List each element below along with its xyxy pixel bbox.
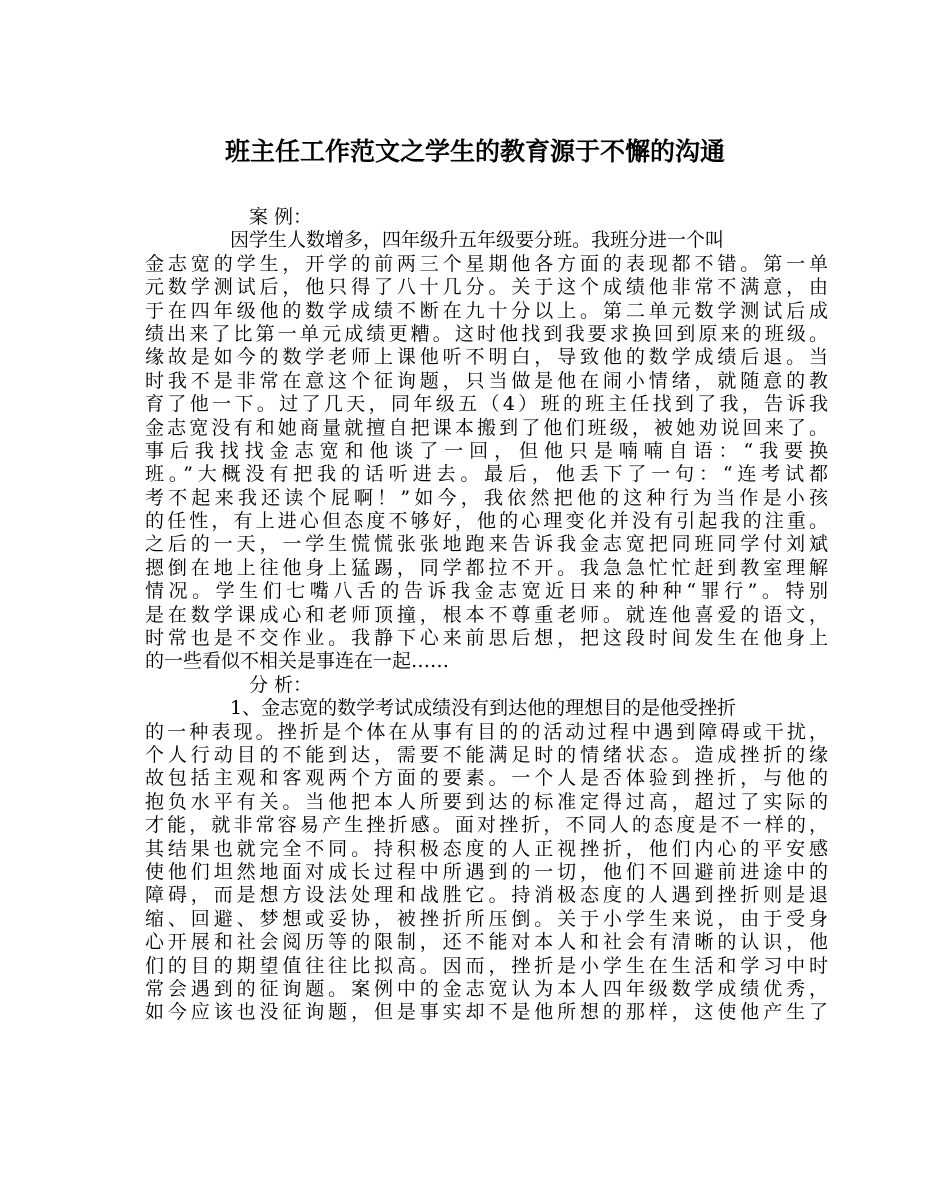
case-paragraph-line: 考不起来我还读个屁啊！”如今，我依然把他的这种行为当作是小孩 — [145, 486, 828, 509]
analysis-paragraph-line: 使他们坦然地面对成长过程中所遇到的一切，他们不回避前进途中的 — [145, 860, 828, 883]
case-paragraph-line: 金志宽的学生，开学的前两三个星期他各方面的表现都不错。第一单 — [145, 252, 828, 275]
analysis-paragraph-line: 常会遇到的征询题。案例中的金志宽认为本人四年级数学成绩优秀， — [145, 977, 828, 1000]
case-paragraph-line: 元数学测试后，他只得了八十几分。关于这个成绩他非常不满意，由 — [145, 276, 828, 299]
case-paragraph-line: 育了他一下。过了几天，同年级五（4）班的班主任找到了我，告诉我 — [145, 393, 828, 416]
case-paragraph-line: 摁倒在地上往他身上猛踢，同学都拉不开。我急急忙忙赶到教室理解 — [145, 556, 828, 579]
analysis-paragraph-line: 心开展和社会阅历等的限制，还不能对本人和社会有清晰的认识，他 — [145, 931, 828, 954]
case-paragraph-line: 是在数学课成心和老师顶撞，根本不尊重老师。就连他喜爱的语文， — [145, 603, 828, 626]
case-paragraph-line: 缘故是如今的数学老师上课他听不明白，导致他的数学成绩后退。当 — [145, 346, 828, 369]
analysis-paragraph-line: 如今应该也没征询题，但是事实却不是他所想的那样，这使他产生了 — [145, 1001, 828, 1024]
case-paragraph-line: 的任性，有上进心但态度不够好，他的心理变化并没有引起我的注重。 — [145, 510, 828, 533]
analysis-paragraph-line: 其结果也就完全不同。持积极态度的人正视挫折，他们内心的平安感 — [145, 837, 828, 860]
document-title: 班主任工作范文之学生的教育源于不懈的沟通 — [224, 137, 725, 166]
analysis-paragraph-line: 抱负水平有关。当他把本人所要到达的标准定得过高，超过了实际的 — [145, 790, 828, 813]
case-paragraph-line: 因学生人数增多，四年级升五年级要分班。我班分进一个叫 — [230, 229, 725, 252]
analysis-paragraph-line: 缩、回避、梦想或妥协，被挫折所压倒。关于小学生来说，由于受身 — [145, 907, 828, 930]
case-paragraph-line: 时我不是非常在意这个征询题，只当做是他在闹小情绪，就随意的教 — [145, 369, 828, 392]
case-paragraph-line: 之后的一天，一学生慌慌张张地跑来告诉我金志宽把同班同学付刘斌 — [145, 533, 828, 556]
analysis-paragraph-line: 障碍，而是想方设法处理和战胜它。持消极态度的人遇到挫折则是退 — [145, 884, 828, 907]
case-paragraph-line: 班。”大概没有把我的话听进去。最后，他丢下了一句：“连考试都 — [145, 463, 828, 486]
analysis-paragraph-line: 才能，就非常容易产生挫折感。面对挫折，不同人的态度是不一样的， — [145, 814, 828, 837]
case-paragraph-line: 绩出来了比第一单元成绩更糟。这时他找到我要求换回到原来的班级。 — [145, 322, 828, 345]
analysis-heading: 分 析： — [249, 673, 313, 696]
case-heading: 案 例： — [249, 206, 313, 228]
analysis-paragraph-line: 的一种表现。挫折是个体在从事有目的的活动过程中遇到障碍或干扰， — [145, 720, 828, 743]
case-paragraph-line: 情况。学生们七嘴八舌的告诉我金志宽近日来的种种“罪行”。特别 — [145, 580, 828, 603]
case-paragraph-line: 事后我找找金志宽和他谈了一回，但他只是喃喃自语：“我要换 — [145, 439, 828, 462]
case-paragraph-line: 金志宽没有和她商量就擅自把课本搬到了他们班级，被她劝说回来了。 — [145, 416, 828, 439]
case-paragraph-line: 时常也是不交作业。我静下心来前思后想，把这段时间发生在他身上 — [145, 627, 828, 650]
analysis-paragraph-line: 1、金志宽的数学考试成绩没有到达他的理想目的是他受挫折 — [230, 697, 737, 720]
analysis-paragraph-line: 故包括主观和客观两个方面的要素。一个人是否体验到挫折，与他的 — [145, 767, 828, 790]
case-paragraph-line: 于在四年级他的数学成绩不断在九十分以上。第二单元数学测试后成 — [145, 299, 828, 322]
document-body — [145, 206, 828, 1025]
case-paragraph-line: 的一些看似不相关是事连在一起…… — [145, 650, 450, 673]
analysis-paragraph-line: 们的目的期望值往往比拟高。因而，挫折是小学生在生活和学习中时 — [145, 954, 828, 977]
analysis-paragraph-line: 个人行动目的不能到达，需要不能满足时的情绪状态。造成挫折的缘 — [145, 743, 828, 766]
